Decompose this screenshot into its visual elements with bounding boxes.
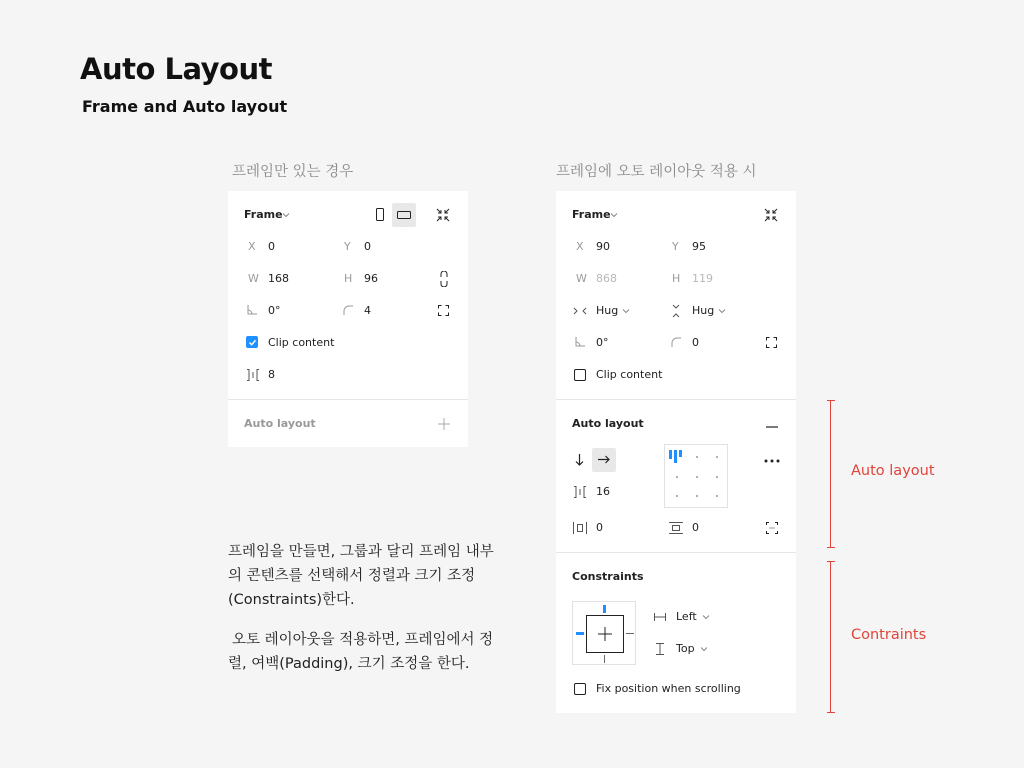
rotation-field[interactable]: 0° xyxy=(596,336,609,349)
description-paragraph: 프레임을 만들면, 그룹과 달리 프레임 내부의 콘텐츠를 선택해서 정렬과 크기 조정(Constraints)한다. xyxy=(228,544,494,608)
chevron-down-icon[interactable] xyxy=(282,212,290,218)
divider xyxy=(556,552,796,553)
description-paragraph: 오토 레이아웃을 적용하면, 프레임에서 정렬, 여백(Padding), 크기 조정을 한다. xyxy=(228,632,494,672)
constraints-bracket xyxy=(830,561,836,713)
alignment-bar xyxy=(674,450,677,463)
left-caption: 프레임만 있는 경우 xyxy=(232,164,354,180)
h-field[interactable]: 96 xyxy=(364,272,378,285)
alignment-bar xyxy=(679,450,682,457)
alignment-dot[interactable] xyxy=(716,495,718,497)
plus-icon[interactable] xyxy=(438,418,450,430)
h-label: H xyxy=(344,272,353,285)
h-label: H xyxy=(672,272,681,285)
clip-content-label: Clip content xyxy=(596,368,663,381)
chevron-down-icon[interactable] xyxy=(610,212,618,218)
w-label: W xyxy=(248,272,259,285)
chevron-down-icon[interactable] xyxy=(718,308,726,314)
arrow-down-icon[interactable] xyxy=(575,454,584,466)
rotation-field[interactable]: 0° xyxy=(268,304,281,317)
corner-radius-icon xyxy=(343,305,353,315)
gap-icon xyxy=(573,486,587,498)
constraints-annotation: Contraints xyxy=(851,627,927,643)
independent-corners-icon[interactable] xyxy=(438,305,449,316)
constraint-widget[interactable] xyxy=(572,601,636,665)
vertical-resizing-icon xyxy=(672,304,680,318)
chevron-down-icon[interactable] xyxy=(702,614,710,620)
remove-auto-layout-icon[interactable] xyxy=(766,423,778,428)
x-field[interactable]: 0 xyxy=(268,240,275,253)
alignment-dot[interactable] xyxy=(696,456,698,458)
horizontal-padding-icon xyxy=(573,522,587,534)
alignment-dot[interactable] xyxy=(676,495,678,497)
auto-layout-title: Auto layout xyxy=(572,417,644,430)
frame-panel xyxy=(228,191,468,447)
radius-field[interactable]: 4 xyxy=(364,304,371,317)
height-mode-select[interactable]: Hug xyxy=(692,304,715,317)
horizontal-constraint-select[interactable]: Left xyxy=(676,610,697,623)
w-field: 868 xyxy=(596,272,617,285)
frame-title[interactable]: Frame xyxy=(572,208,611,221)
w-field[interactable]: 168 xyxy=(268,272,289,285)
constrain-proportions-icon[interactable] xyxy=(440,271,448,287)
alignment-dot[interactable] xyxy=(676,476,678,478)
x-label: X xyxy=(576,240,584,253)
vertical-constraint-icon xyxy=(656,643,664,655)
landscape-button[interactable] xyxy=(392,203,416,227)
w-label: W xyxy=(576,272,587,285)
alignment-bar xyxy=(669,450,672,459)
clip-content-checkbox[interactable] xyxy=(246,336,258,348)
vertical-padding-field[interactable]: 0 xyxy=(692,521,699,534)
individual-padding-icon[interactable] xyxy=(766,522,778,534)
y-label: Y xyxy=(672,240,679,253)
alignment-grid[interactable] xyxy=(664,444,728,508)
constraints-title: Constraints xyxy=(572,570,644,583)
alignment-dot[interactable] xyxy=(696,495,698,497)
frame-title[interactable]: Frame xyxy=(244,208,283,221)
gap-field[interactable]: 16 xyxy=(596,485,610,498)
auto-layout-bracket xyxy=(830,400,836,548)
clip-content-checkbox[interactable] xyxy=(574,369,586,381)
horizontal-direction-button[interactable] xyxy=(592,448,616,472)
spacing-icon xyxy=(246,369,260,381)
alignment-dot[interactable] xyxy=(696,476,698,478)
left-constraint-handle[interactable] xyxy=(576,632,584,635)
width-mode-select[interactable]: Hug xyxy=(596,304,619,317)
radius-field[interactable]: 0 xyxy=(692,336,699,349)
resize-to-fit-icon[interactable] xyxy=(764,208,778,222)
divider xyxy=(228,399,468,400)
divider xyxy=(556,399,796,400)
resize-to-fit-icon[interactable] xyxy=(436,208,450,222)
rotation-icon xyxy=(247,305,257,315)
fix-position-checkbox[interactable] xyxy=(574,683,586,695)
horizontal-constraint-icon xyxy=(654,613,666,621)
horizontal-padding-field[interactable]: 0 xyxy=(596,521,603,534)
bottom-constraint-handle[interactable] xyxy=(604,655,605,663)
fix-position-label: Fix position when scrolling xyxy=(596,682,741,695)
alignment-dot[interactable] xyxy=(716,456,718,458)
spacing-field[interactable]: 8 xyxy=(268,368,275,381)
chevron-down-icon[interactable] xyxy=(700,646,708,652)
y-label: Y xyxy=(344,240,351,253)
corner-radius-icon xyxy=(671,337,681,347)
more-options-icon[interactable] xyxy=(764,458,780,463)
portrait-icon[interactable] xyxy=(376,208,384,221)
rotation-icon xyxy=(575,337,585,347)
alignment-dot[interactable] xyxy=(716,476,718,478)
clip-content-label: Clip content xyxy=(268,336,335,349)
h-field: 119 xyxy=(692,272,713,285)
chevron-down-icon[interactable] xyxy=(622,308,630,314)
x-label: X xyxy=(248,240,256,253)
page-title: Auto Layout xyxy=(80,52,272,86)
right-constraint-handle[interactable] xyxy=(626,633,634,634)
auto-layout-panel xyxy=(556,191,796,713)
top-constraint-handle[interactable] xyxy=(603,605,606,613)
constraint-box xyxy=(586,615,624,653)
y-field[interactable]: 0 xyxy=(364,240,371,253)
y-field[interactable]: 95 xyxy=(692,240,706,253)
vertical-constraint-select[interactable]: Top xyxy=(676,642,695,655)
horizontal-resizing-icon xyxy=(573,307,587,315)
independent-corners-icon[interactable] xyxy=(766,337,777,348)
vertical-padding-icon xyxy=(669,522,683,534)
page-subtitle: Frame and Auto layout xyxy=(82,97,288,116)
x-field[interactable]: 90 xyxy=(596,240,610,253)
right-caption: 프레임에 오토 레이아웃 적용 시 xyxy=(556,164,757,180)
auto-layout-label: Auto layout xyxy=(244,417,316,430)
auto-layout-annotation: Auto layout xyxy=(851,463,935,479)
